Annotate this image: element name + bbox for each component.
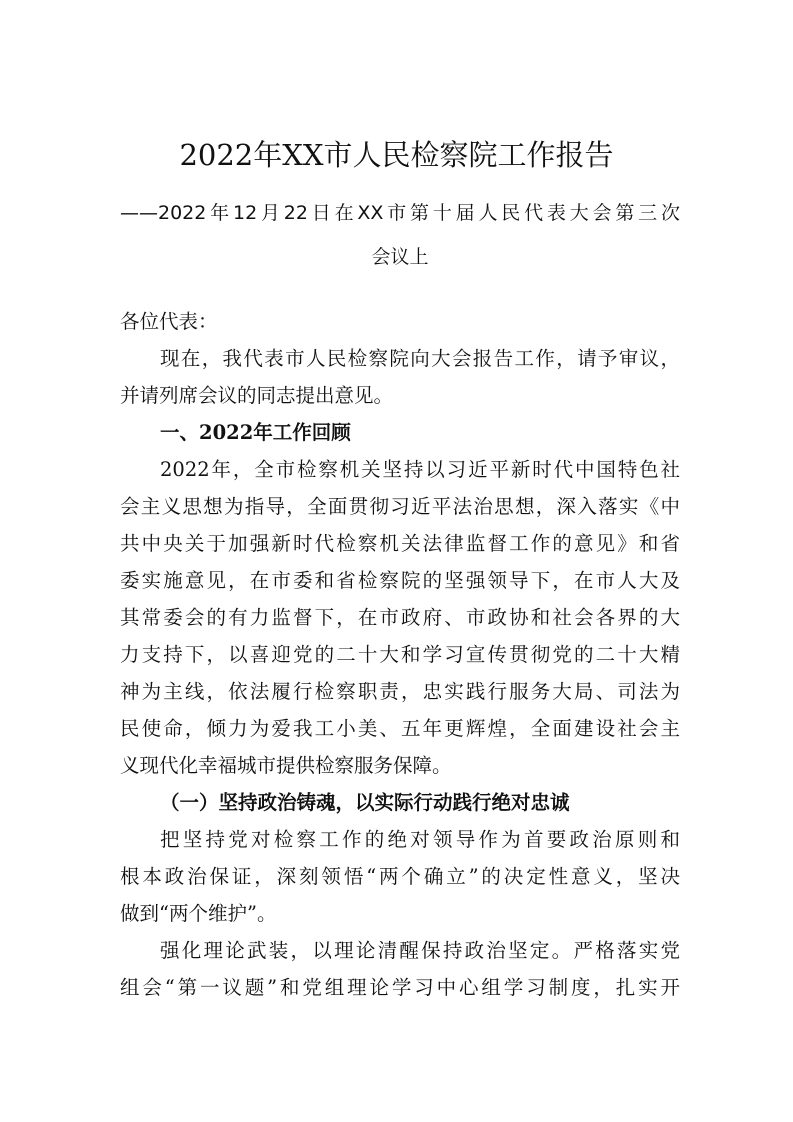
salutation: 各位代表： (120, 310, 218, 333)
paragraph-line: 民使命，倾力为爱我工小美、五年更辉煌，全面建设社会主 (120, 717, 680, 740)
paragraph-line: 强化理论武装，以理论清醒保持政治坚定。严格落实党 (160, 939, 680, 962)
paragraph-line: 其常委会的有力监督下，在市政府、市政协和社会各界的大 (120, 606, 680, 629)
paragraph-line: 2022年，全市检察机关坚持以习近平新时代中国特色社 (160, 458, 680, 481)
document-subtitle-cont: 会议上 (371, 246, 429, 268)
paragraph-line: 根本政治保证，深刻领悟“两个确立”的决定性意义，坚决 (120, 865, 680, 888)
paragraph-line: 义现代化幸福城市提供检察服务保障。 (120, 754, 452, 777)
paragraph-line: 并请列席会议的同志提出意见。 (120, 384, 394, 407)
paragraph-line: 委实施意见，在市委和省检察院的坚强领导下，在市人大及 (120, 569, 680, 592)
paragraph-line: 力支持下，以喜迎党的二十大和学习宣传贯彻党的二十大精 (120, 643, 680, 666)
paragraph-line: 把坚持党对检察工作的绝对领导作为首要政治原则和 (160, 828, 680, 851)
section-heading: （一）坚持政治铸魂，以实际行动践行绝对忠诚 (160, 791, 570, 814)
paragraph-line: 会主义思想为指导，全面贯彻习近平法治思想，深入落实《中 (120, 495, 680, 518)
document-title: 2022年XX市人民检察院工作报告 (179, 138, 614, 172)
paragraph-line: 共中央关于加强新时代检察机关法律监督工作的意见》和省 (120, 532, 680, 555)
section-heading: 一、2022年工作回顾 (160, 421, 351, 444)
paragraph-line: 神为主线，依法履行检察职责，忠实践行服务大局、司法为 (120, 680, 680, 703)
document-subtitle: ——2022年12月22日在XX市第十届人民代表大会第三次 (120, 202, 680, 224)
paragraph-line: 现在，我代表市人民检察院向大会报告工作，请予审议， (160, 347, 680, 370)
paragraph-line: 组会“第一议题”和党组理论学习中心组学习制度，扎实开 (120, 976, 680, 999)
paragraph-line: 做到“两个维护”。 (120, 902, 277, 925)
